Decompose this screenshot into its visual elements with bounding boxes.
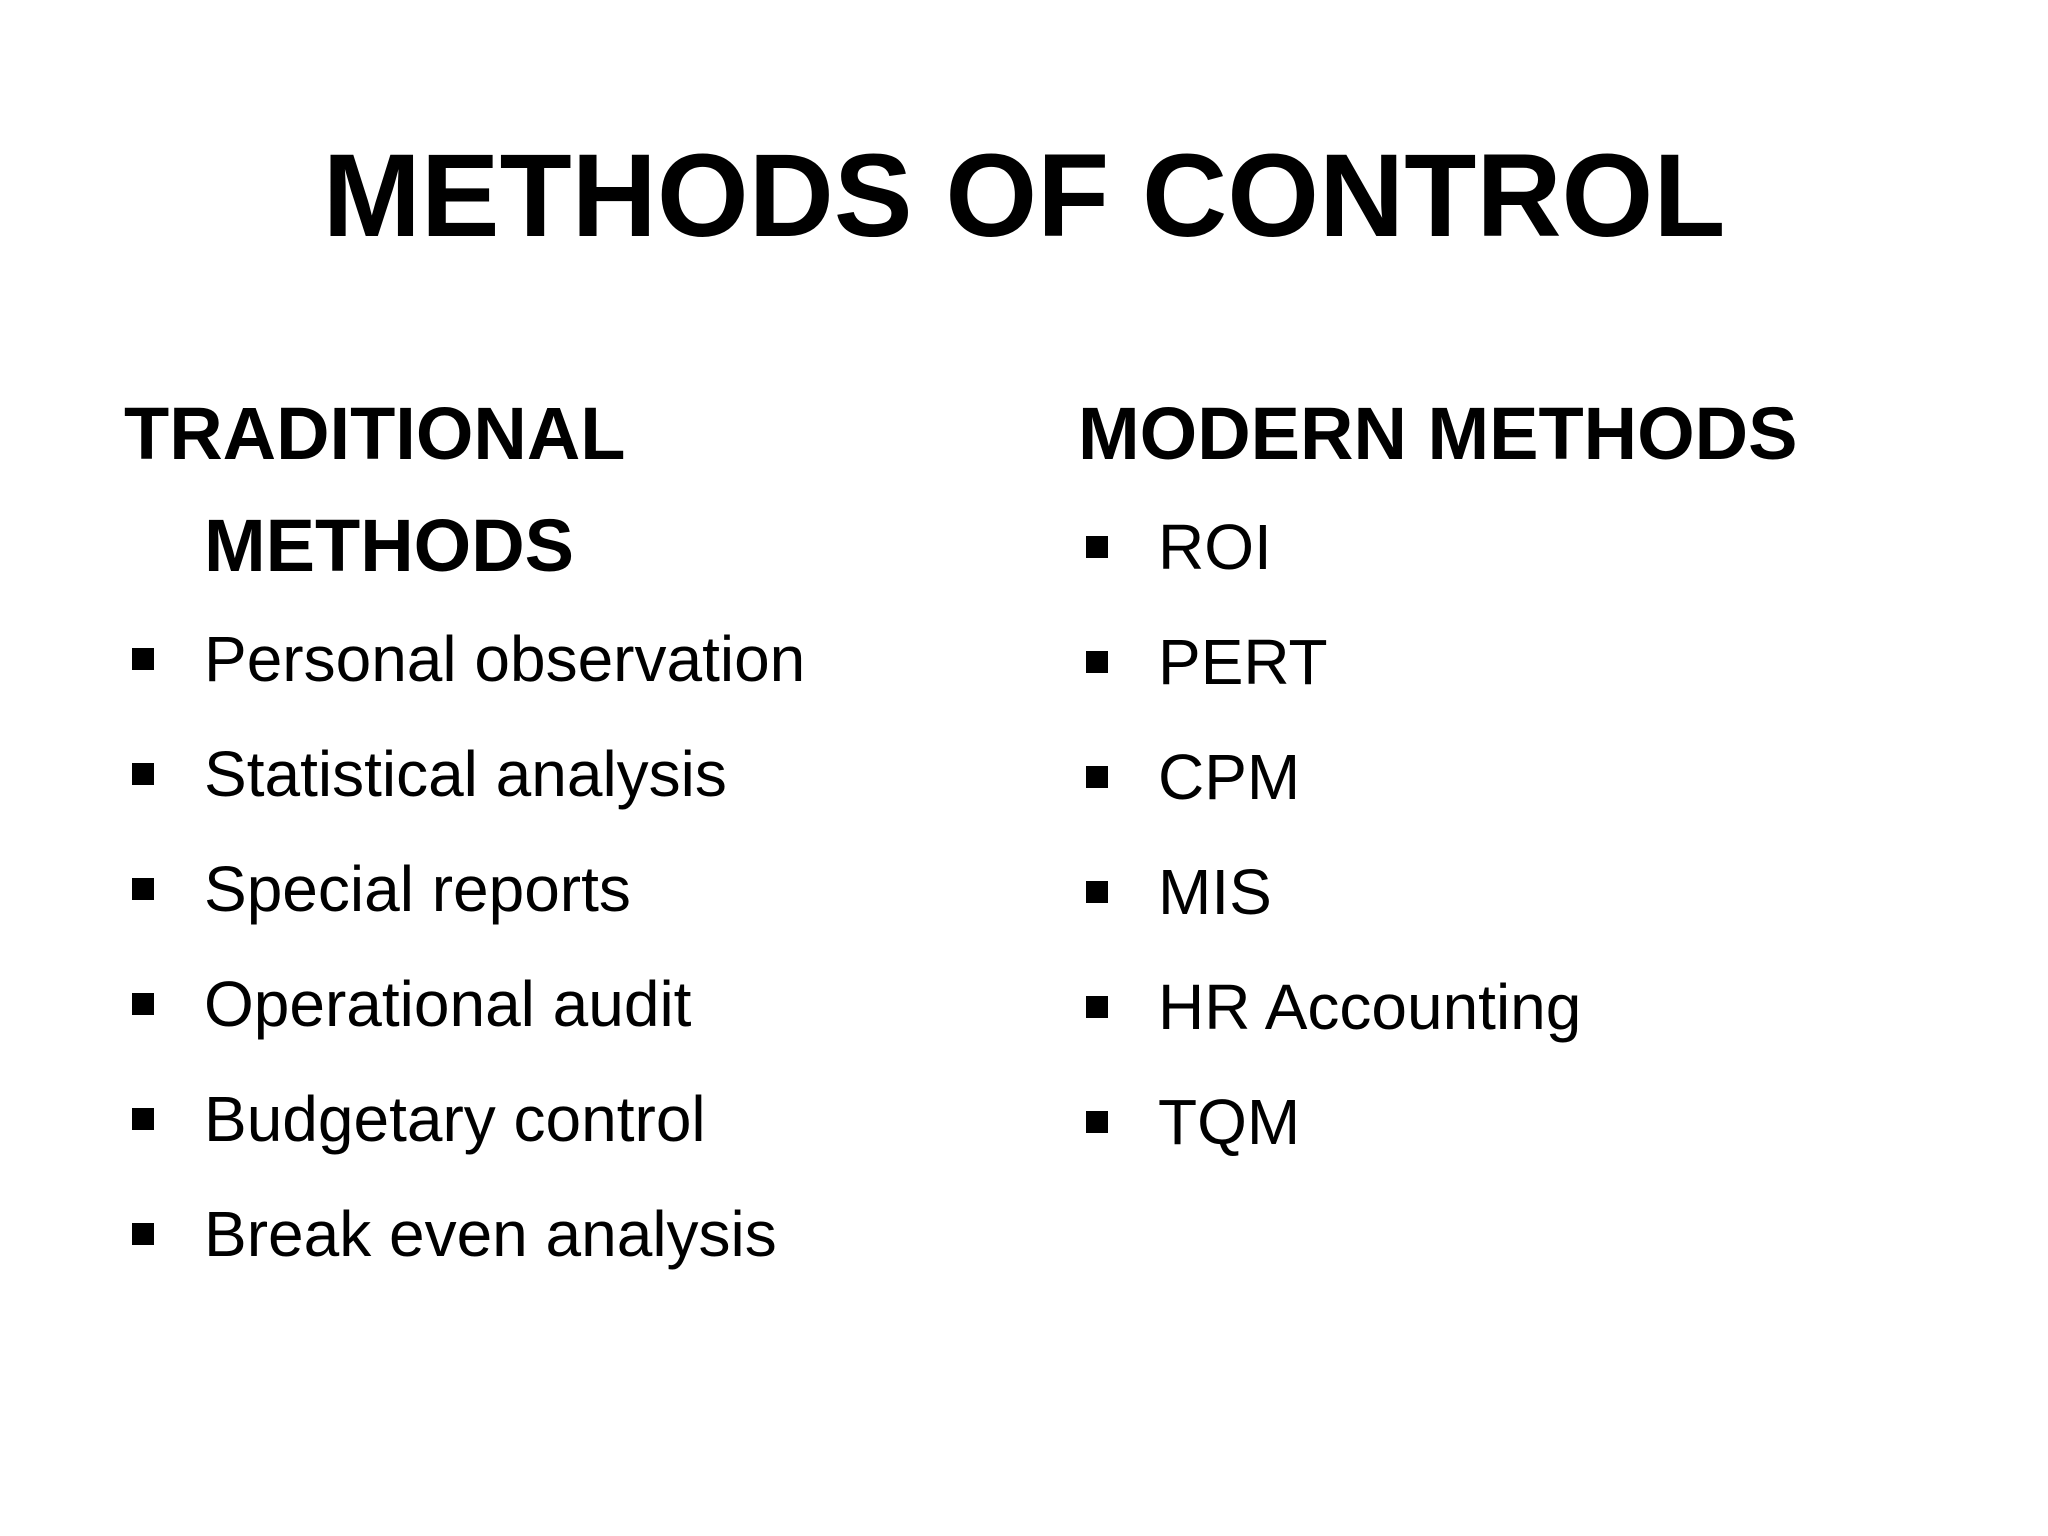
list-item-label: PERT — [1158, 626, 1328, 698]
square-bullet-icon — [1086, 651, 1108, 673]
list-item — [124, 602, 984, 717]
list-item-label: Budgetary control — [204, 1083, 706, 1155]
square-bullet-icon — [1086, 881, 1108, 903]
list-item-label: HR Accounting — [1158, 971, 1582, 1043]
list-item — [1078, 605, 1938, 720]
square-bullet-icon — [132, 763, 154, 785]
square-bullet-icon — [132, 878, 154, 900]
list-item — [124, 1177, 984, 1292]
list-item-label: Break even analysis — [204, 1198, 777, 1270]
list-item-label: CPM — [1158, 741, 1301, 813]
list-item-label: ROI — [1158, 511, 1272, 583]
traditional-methods-column — [124, 378, 984, 1292]
modern-methods-list — [1078, 490, 1938, 1180]
list-item — [124, 947, 984, 1062]
square-bullet-icon — [1086, 1111, 1108, 1133]
list-item-label: Special reports — [204, 853, 631, 925]
list-item-label: MIS — [1158, 856, 1272, 928]
list-item — [1078, 835, 1938, 950]
square-bullet-icon — [132, 993, 154, 1015]
list-item-label: TQM — [1158, 1086, 1301, 1158]
slide-title: METHODS OF CONTROL — [322, 130, 1726, 262]
square-bullet-icon — [132, 648, 154, 670]
square-bullet-icon — [1086, 766, 1108, 788]
list-item — [1078, 720, 1938, 835]
list-item — [124, 1062, 984, 1177]
modern-methods-column — [1078, 378, 1938, 1180]
list-item — [124, 832, 984, 947]
traditional-methods-list — [124, 602, 984, 1292]
traditional-methods-heading: TRADITIONAL METHODS — [124, 392, 625, 587]
list-item-label: Statistical analysis — [204, 738, 727, 810]
list-item — [1078, 950, 1938, 1065]
list-item-label: Operational audit — [204, 968, 692, 1040]
square-bullet-icon — [132, 1108, 154, 1130]
modern-methods-heading: MODERN METHODS — [1078, 392, 1798, 475]
list-item-label: Personal observation — [204, 623, 806, 695]
list-item — [124, 717, 984, 832]
square-bullet-icon — [1086, 996, 1108, 1018]
list-item — [1078, 490, 1938, 605]
square-bullet-icon — [1086, 536, 1108, 558]
square-bullet-icon — [132, 1223, 154, 1245]
list-item — [1078, 1065, 1938, 1180]
